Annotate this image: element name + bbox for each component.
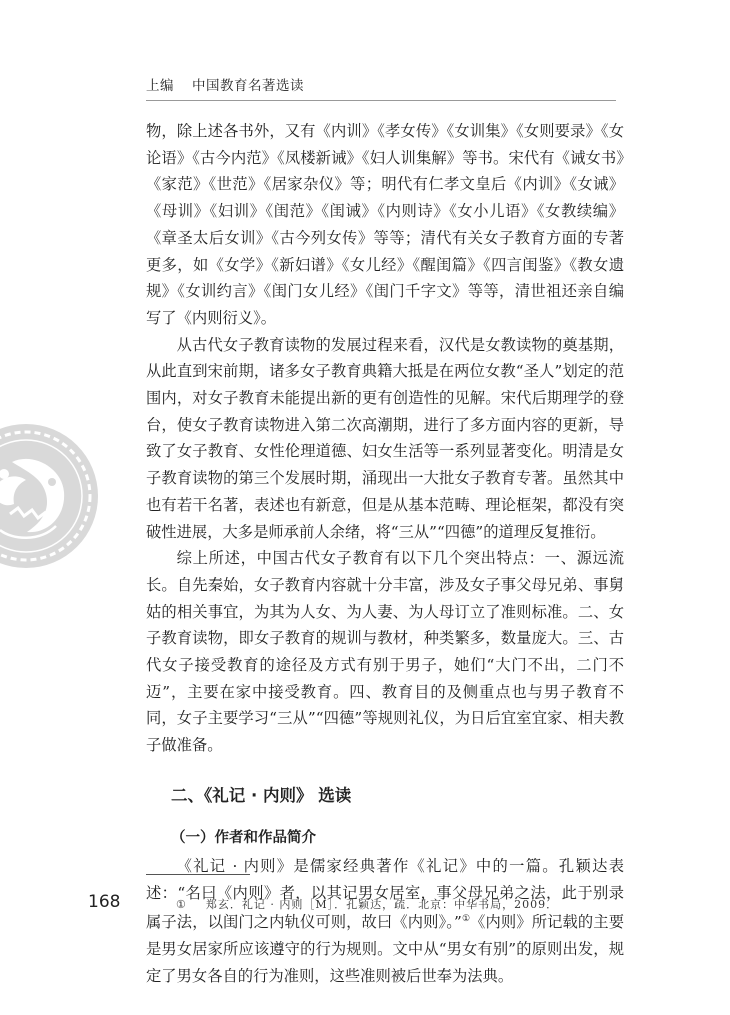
footnote-rule <box>146 874 250 875</box>
section-number: 二、 <box>171 785 204 805</box>
body-text <box>146 118 624 989</box>
section-heading <box>146 785 624 807</box>
subsection-heading: （一）作者和作品简介 <box>171 829 316 846</box>
section-title: 《礼记 · 内则》 选读 <box>204 785 352 805</box>
paragraph-summary: 综上所述，中国古代女子教育有以下几个突出特点：一、源远流长。自先秦始，女子教育内容就十分丰富，涉及女子事父母兄弟、事舅姑的相关事宜，为其为人女、为人妻、为人母订立了准则标准。二、女子教育读物，即女子教育的规训与教材，种类繁多，数量庞大。三、古代女子接受教育的途径及方式有别于男子，她们“大门不出，二门不迈”，主要在家中接受教育。四、教育目的及侧重点也与男子教育不同，女子主要学习“三从”“四德”等规则礼仪，为日后宜室宜家、相夫教子做准备。 <box>146 549 624 755</box>
intro-text-before-note: 《礼记 · 内则》是儒家经典著作《礼记》中的一篇。孔颖达表述：“名曰《内则》者，以其记男女居室，事父母兄弟之法，此于别录属子法，以闺门之内轨仪可则，故曰《内则》。” <box>146 856 624 932</box>
intro-text-after-note: 《内则》所记载的主要是男女居家所应该遵守的行为规则。文中从“男女有别”的原则出发，规定了男女各自的行为准则，这些准则被后世奉为法典。 <box>146 913 624 985</box>
footnote-reference[interactable]: ① <box>461 914 471 925</box>
paragraph-development: 从古代女子教育读物的发展过程来看，汉代是女教读物的奠基期，从此直到宋前期，诸多女子教育典籍大抵是在两位女教“圣人”划定的范围内，对女子教育未能提出新的更有创造性的见解。宋代后期理学的登台，使女子教育读物进入第二次高潮期，进行了多方面内容的更新，导致了女子教育、女性伦理道德、妇女生活等一系列显著变化。明清是女子教育读物的第三个发展时期，涌现出一大批女子教育专著。虽然其中也有若干名著，表述也有新意，但是从基本范畴、理论框架，都没有突破性进展，大多是师承前人余绪，将“三从”“四德”的道理反复推衍。 <box>146 335 624 541</box>
running-head-book-title: 中国教育名著选读 <box>192 78 304 94</box>
running-head-part: 上编 <box>146 78 174 94</box>
paragraph-book-list: 物，除上述各书外，又有《内训》《孝女传》《女训集》《女则要录》《女论语》《古今内范》《凤楼新诫》《妇人训集解》等书。宋代有《诫女书》《家范》《世范》《居家杂仪》等；明代有仁孝文皇后《内训》《女诫》《母训》《妇训》《闺范》《闺诫》《内则诗》《女小儿语》《女教续编》《章圣太后女训》《古今列女传》等等；清代有关女子教育方面的专著更多，如《女学》《新妇谱》《女儿经》《醒闺篇》《四言闺鉴》《教女遗规》《女训约言》《闺门女儿经》《闺门千字文》等等，清世祖还亲自编写了《内则衍义》。 <box>146 122 624 327</box>
running-head <box>146 74 304 94</box>
page-number: 168 <box>88 892 121 912</box>
header-rule <box>146 100 616 101</box>
footnote-text: 郑玄．礼记 · 内则［M］．孔颖达，疏．北京：中华书局，2009． <box>205 898 559 911</box>
footnote <box>176 896 558 912</box>
footnote-mark: ① <box>176 898 187 911</box>
paper-cut-ornament <box>0 422 100 570</box>
